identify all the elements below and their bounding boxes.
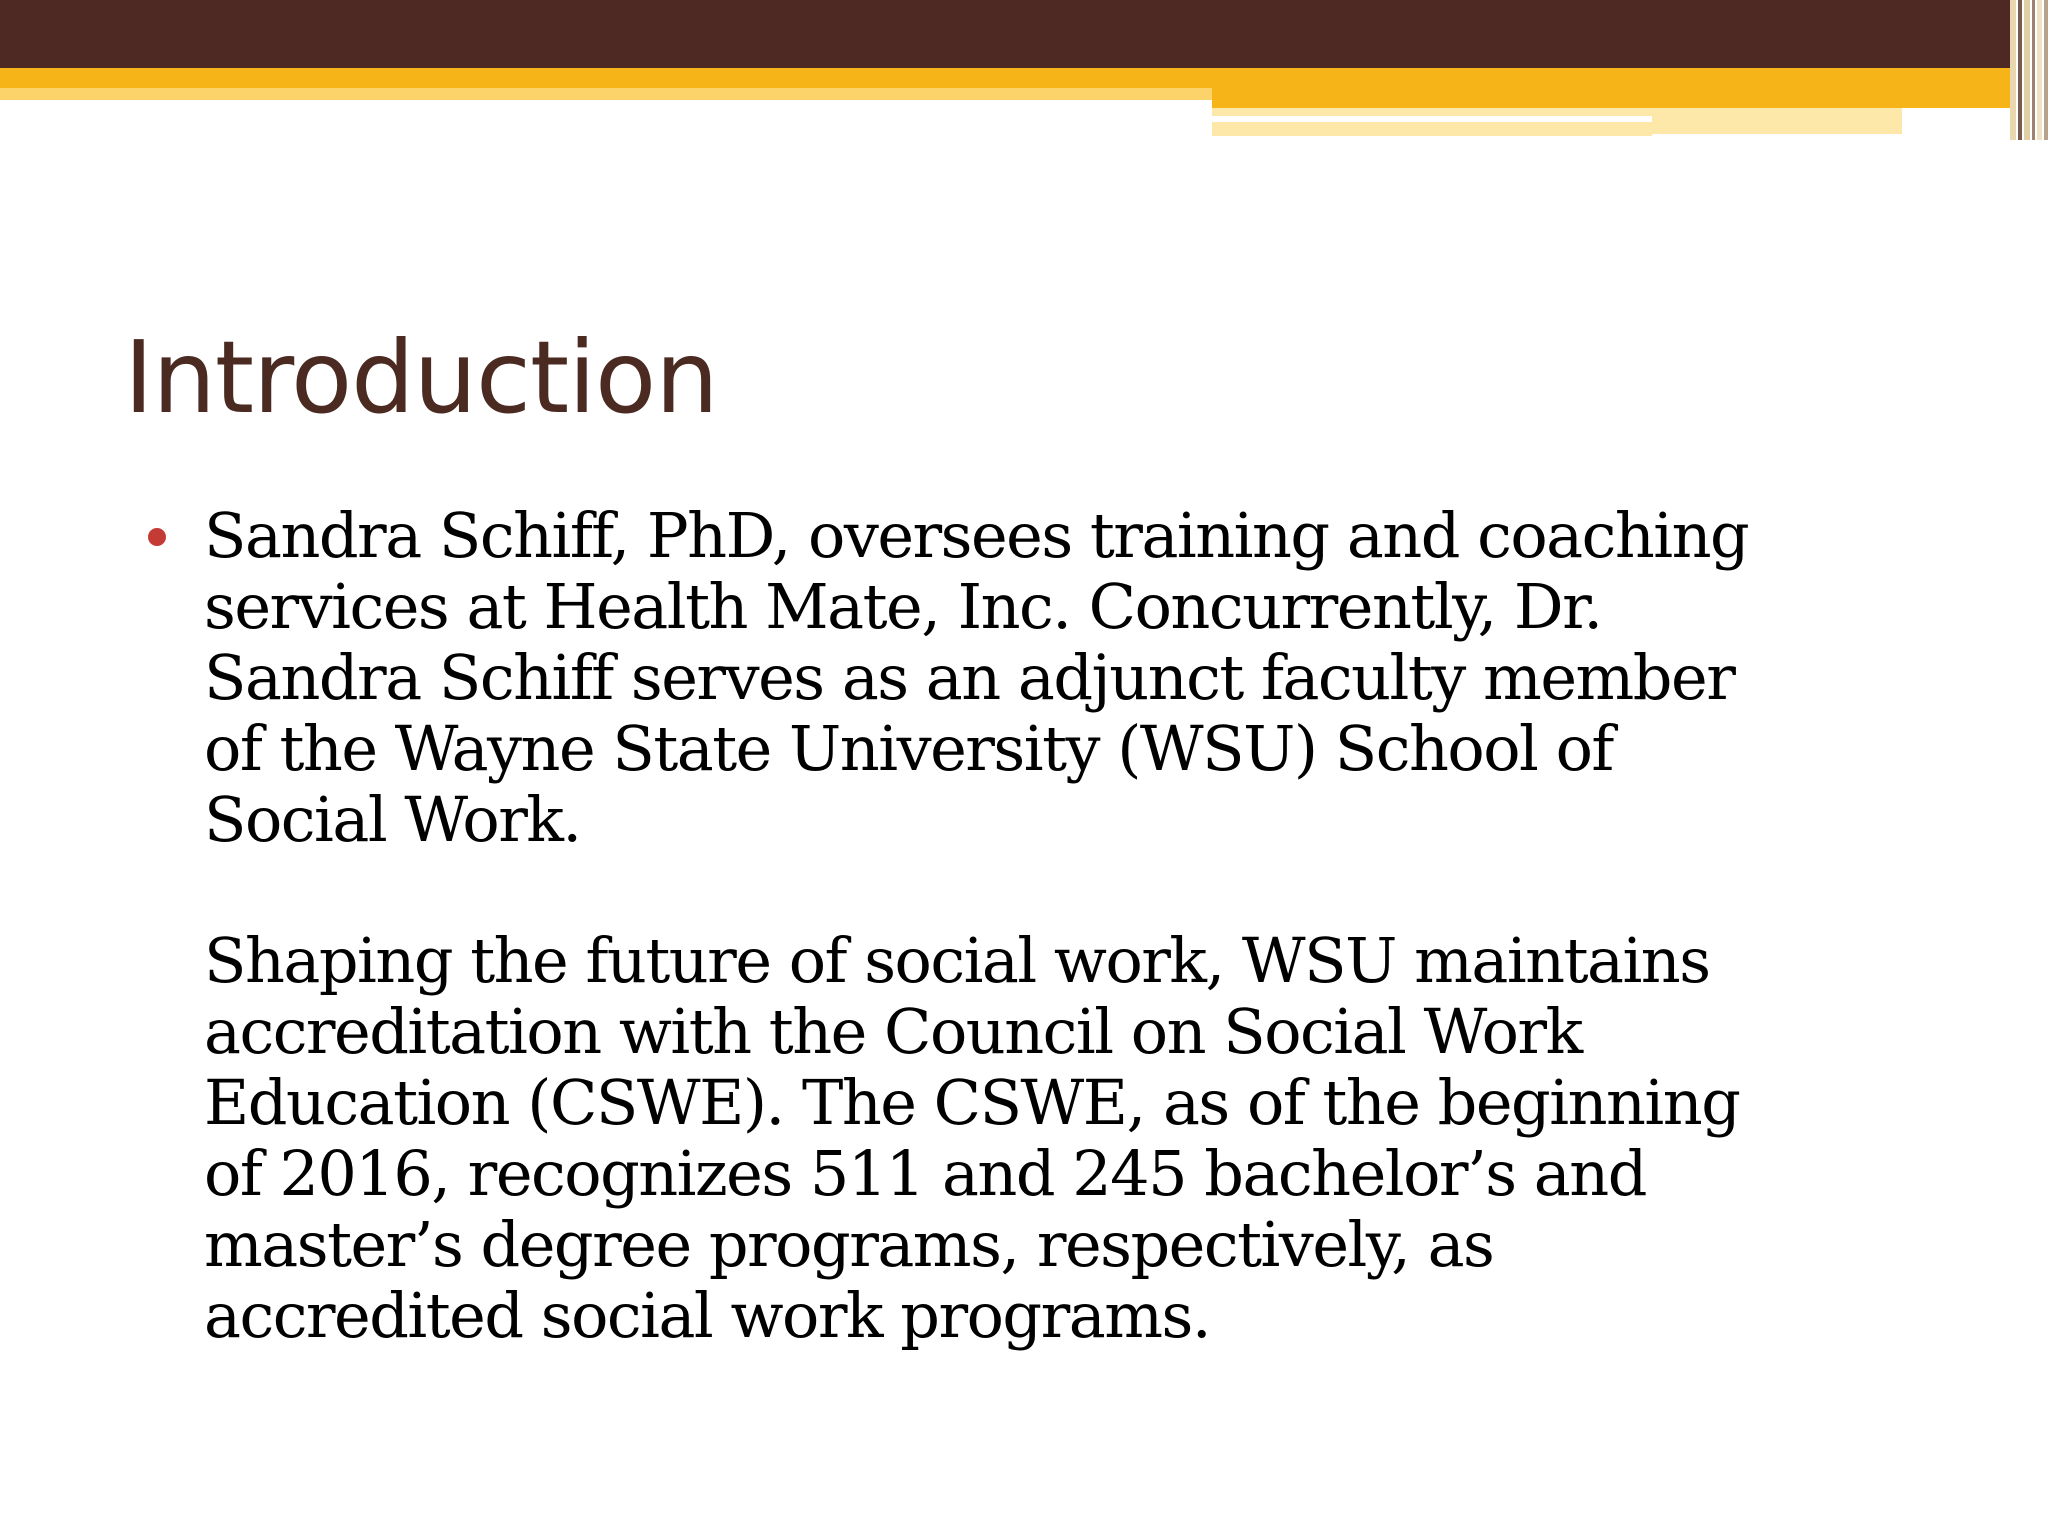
bullet-paragraph-1	[204, 500, 1748, 855]
paragraph-line: accredited social work programs.	[204, 1279, 1211, 1352]
paragraph-line: Sandra Schiff serves as an adjunct faculty member	[204, 641, 1735, 714]
banner-step-cream	[1652, 108, 1902, 134]
bullet-marker	[148, 528, 166, 546]
banner-gold-band	[0, 68, 2010, 88]
paragraph-line: accreditation with the Council on Social Work	[204, 995, 1582, 1068]
banner-gold-light-band	[0, 88, 1212, 100]
paragraph-line: of 2016, recognizes 511 and 245 bachelor’s and	[204, 1137, 1646, 1210]
paragraph-line: Sandra Schiff, PhD, oversees training and coaching	[204, 499, 1749, 572]
slide-title: Introduction	[124, 319, 718, 436]
banner-edge-stripes	[2010, 0, 2048, 140]
paragraph-line: Education (CSWE). The CSWE, as of the beginning	[204, 1066, 1740, 1139]
paragraph-line: services at Health Mate, Inc. Concurrently, Dr.	[204, 570, 1602, 643]
banner-step-pale-lower	[1212, 122, 1652, 136]
bullet-list	[140, 500, 1900, 1400]
banner-step-gold	[1212, 88, 2010, 108]
paragraph-line: Shaping the future of social work, WSU maintains	[204, 924, 1710, 997]
banner-step-pale	[1212, 108, 1652, 116]
bullet-paragraph-2	[204, 925, 1739, 1351]
paragraph-line: master’s degree programs, respectively, as	[204, 1208, 1494, 1281]
banner-dark-band	[0, 0, 2010, 68]
paragraph-line: Social Work.	[204, 783, 581, 856]
paragraph-line: of the Wayne State University (WSU) School of	[204, 712, 1613, 785]
